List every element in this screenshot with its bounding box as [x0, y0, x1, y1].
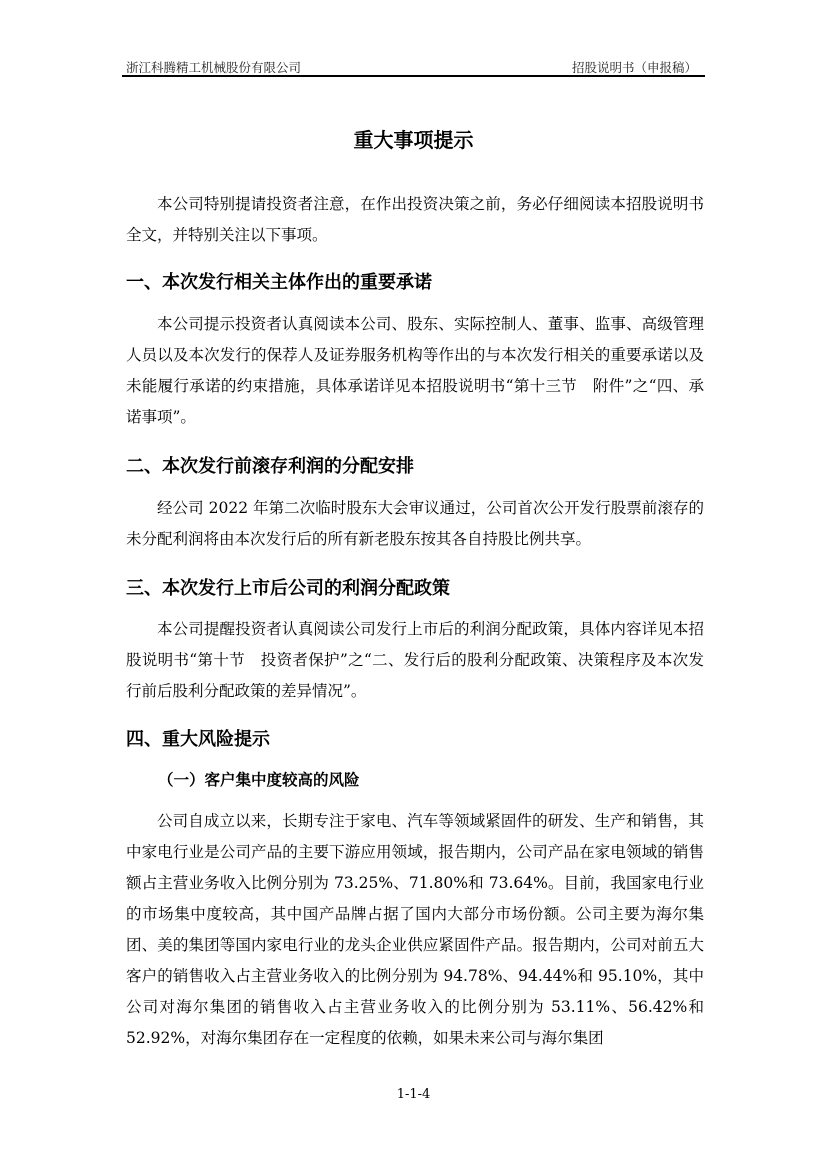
section-heading-4: 四、重大风险提示 [126, 729, 270, 750]
section-body-4: 公司自成立以来，长期专注于家电、汽车等领域紧固件的研发、生产和销售，其中家电行业是公司产品的主要下游应用领域，报告期内，公司产品在家电领域的销售额占主营业务收入比例分别为 73.25%、71.80%和 73.64%。目前，我国家电行业的市场集中度较高，其中国产品牌占据了国内大部分市场份额。公司主要为海尔集团、美的集团等国内家电行业的龙头企业供应紧固件产品。报告期内，公司对前五大客户的销售收入占主营业务收入的比例分别为 94.78%、94.44%和 95.10%，其中公司对海尔集团的销售收入占主营业务收入的比例分别为 53.11%、56.42%和 52.92%，对海尔集团存在一定程度的依赖，如果未来公司与海尔集团 [126, 812, 704, 1047]
section-body-3: 本公司提醒投资者认真阅读公司发行上市后的利润分配政策，具体内容详见本招股说明书“第十节 投资者保护”之“二、发行后的股利分配政策、决策程序及本次发行前后股利分配政策的差异情况”。 [126, 620, 704, 700]
section-heading-2: 二、本次发行前滚存利润的分配安排 [126, 456, 414, 477]
section-heading-3: 三、本次发行上市后公司的利润分配政策 [126, 578, 450, 599]
header-company-name: 浙江科腾精工机械股份有限公司 [126, 60, 302, 75]
page-title: 重大事项提示 [353, 128, 474, 152]
header-document-type: 招股说明书（申报稿） [571, 60, 697, 75]
section-body-2: 经公司 2022 年第二次临时股东大会审议通过，公司首次公开发行股票前滚存的未分配利润将由本次发行后的所有新老股东按其各自持股比例共享。 [126, 499, 704, 548]
section-heading-1: 一、本次发行相关主体作出的重要承诺 [126, 272, 432, 293]
page-number: 1-1-4 [396, 1087, 431, 1102]
intro-paragraph: 本公司特别提请投资者注意，在作出投资决策之前，务必仔细阅读本招股说明书全文，并特别关注以下事项。 [126, 195, 704, 244]
subsection-heading-4-1: （一）客户集中度较高的风险 [158, 771, 360, 789]
header-divider [122, 75, 705, 77]
section-body-1: 本公司提示投资者认真阅读本公司、股东、实际控制人、董事、监事、高级管理人员以及本次发行的保荐人及证券服务机构等作出的与本次发行相关的重要承诺以及未能履行承诺的约束措施，具体承诺详见本招股说明书“第十三节 附件”之“四、承诺事项”。 [126, 315, 704, 426]
